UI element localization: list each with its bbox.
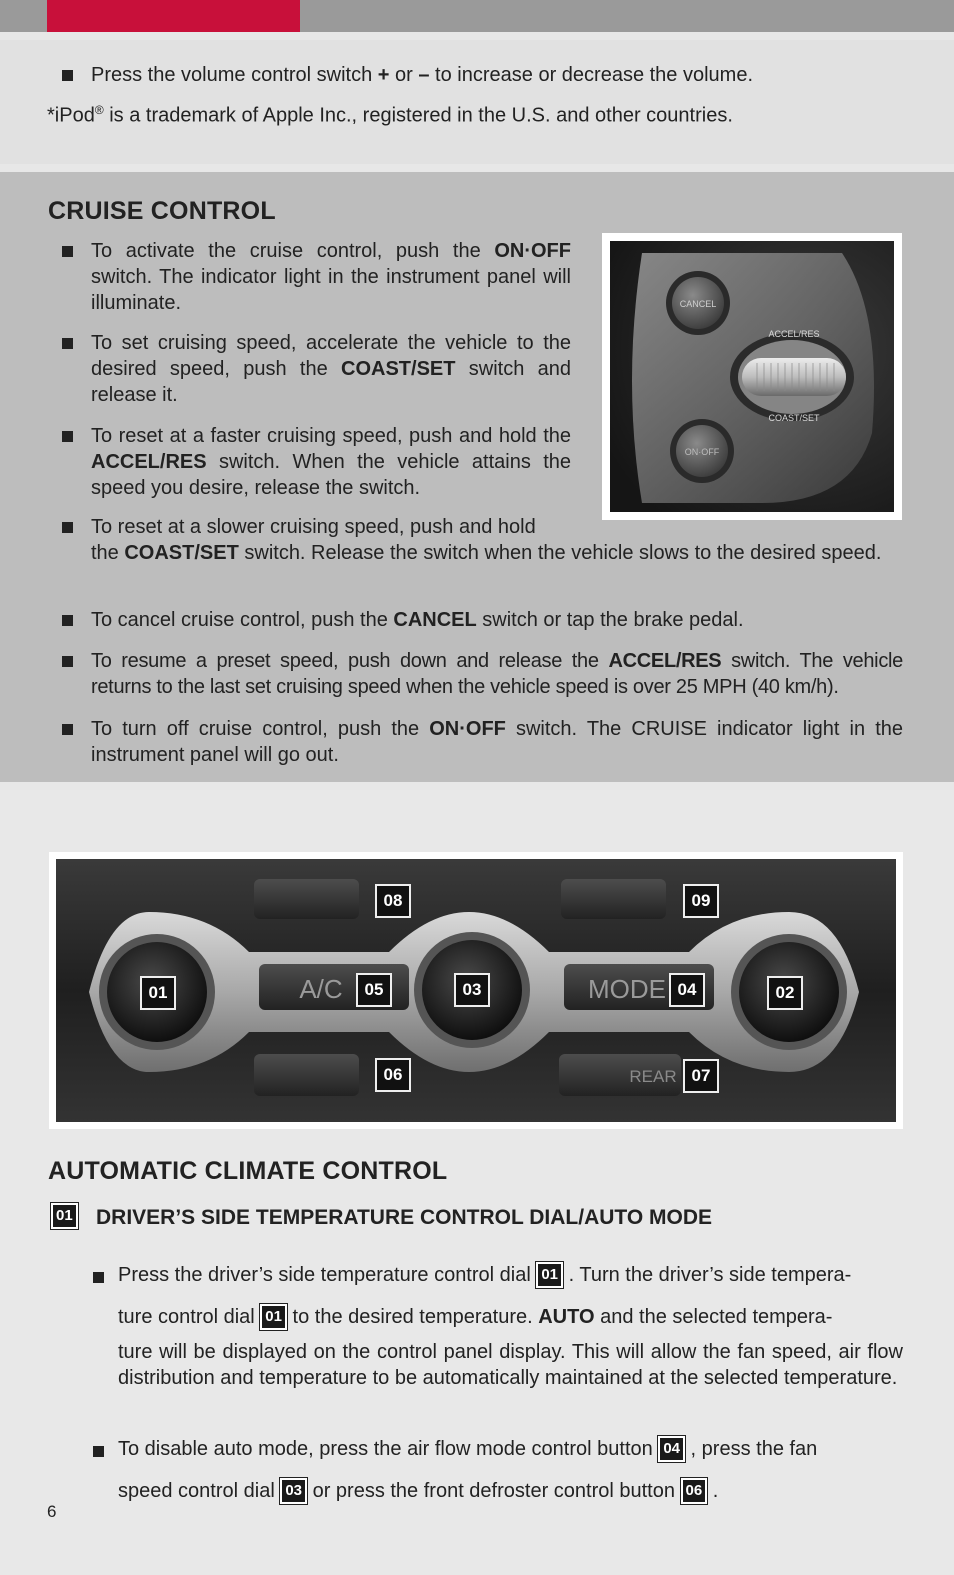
svg-text:A/C: A/C (299, 974, 343, 1004)
bullet-marker (93, 1446, 104, 1457)
bullet-marker (62, 246, 73, 257)
page-number: 6 (47, 1502, 57, 1521)
climate-title: AUTOMATIC CLIMATE CONTROL (48, 1157, 448, 1185)
svg-text:ON·OFF: ON·OFF (684, 447, 720, 457)
callout-08: 08 (375, 884, 411, 918)
recirc-button (254, 879, 359, 919)
front-defrost-button (254, 1054, 359, 1096)
callout-04: 04 (669, 973, 705, 1007)
svg-text:CANCEL: CANCEL (679, 299, 717, 309)
callout-09: 09 (683, 884, 719, 918)
cruise-switch-photo (602, 233, 902, 520)
bullet-marker (62, 656, 73, 667)
cruise-bullet-3: To reset at a faster cruising speed, push and hold the ACCEL/RES switch. When the vehicle attains the speed you desire, release the switch. (91, 425, 571, 499)
climate-bullet-2-line2: speed control dial 03 or press the front defroster control button 06 . (118, 1480, 719, 1502)
bullet-marker (62, 724, 73, 735)
cruise-bullet-4-line1: To reset at a slower cruising speed, push and hold (91, 516, 536, 538)
cruise-bullet-2: To set cruising speed, accelerate the vehicle to the desired speed, push the COAST/SET switch and release it. (91, 332, 571, 406)
cruise-bullet-1: To activate the cruise control, push the ON·OFF switch. The indicator light in the instrument panel will illuminate. (91, 240, 571, 314)
callout-07: 07 (683, 1059, 719, 1093)
cruise-switch-illustration (602, 233, 902, 520)
fresh-air-button (561, 879, 666, 919)
subsection-title: DRIVER’S SIDE TEMPERATURE CONTROL DIAL/AUTO MODE (96, 1206, 713, 1229)
climate-bullet-1-line2: ture control dial 01 to the desired temperature. AUTO and the selected tempera- (118, 1306, 833, 1328)
climate-control-photo (49, 852, 903, 1129)
climate-bullet-1-rest: ture will be displayed on the control panel display. This will allow the fan speed, air flow distribution and temperature to be automatically maintained at the selected temperature. (118, 1341, 903, 1389)
cruise-bullet-5: To cancel cruise control, push the CANCEL switch or tap the brake pedal. (91, 609, 744, 631)
bullet-marker (62, 615, 73, 626)
bullet-marker (93, 1272, 104, 1283)
accel-coast-roller (742, 358, 846, 396)
callout-06: 06 (375, 1058, 411, 1092)
climate-bullet-1-line1: Press the driver’s side temperature control dial 01 . Turn the driver’s side tempera- (118, 1264, 852, 1286)
header-accent (47, 0, 300, 32)
svg-text:MODE: MODE (588, 974, 666, 1004)
svg-text:ACCEL/RES: ACCEL/RES (768, 329, 820, 339)
trademark-note: *iPod® is a trademark of Apple Inc., registered in the U.S. and other countries. (47, 103, 733, 127)
volume-bullet: Press the volume control switch + or – to increase or decrease the volume. (91, 64, 754, 86)
bullet-marker (62, 338, 73, 349)
bullet-marker (62, 70, 73, 81)
callout-03: 03 (454, 973, 490, 1007)
cruise-bullet-6: To resume a preset speed, push down and release the ACCEL/RES switch. The vehicle returns to the last set cruising speed when the vehicle speed is over 25 MPH (40 km/h). (91, 650, 903, 698)
cruise-bullet-4-rest: the COAST/SET switch. Release the switch when the vehicle slows to the desired speed. (91, 542, 882, 564)
callout-02: 02 (767, 976, 803, 1010)
bullet-marker (62, 431, 73, 442)
callout-01: 01 (140, 976, 176, 1010)
svg-text:REAR: REAR (629, 1067, 677, 1086)
callout-05: 05 (356, 973, 392, 1007)
subsection-badge: 01 (51, 1203, 78, 1229)
climate-bullet-2-line1: To disable auto mode, press the air flow mode control button 04 , press the fan (118, 1438, 818, 1460)
cruise-bullet-7: To turn off cruise control, push the ON·OFF switch. The CRUISE indicator light in the instrument panel will go out. (91, 718, 903, 766)
cruise-title: CRUISE CONTROL (48, 197, 276, 225)
header-bar (0, 0, 954, 32)
bullet-marker (62, 522, 73, 533)
svg-text:COAST/SET: COAST/SET (768, 413, 820, 423)
